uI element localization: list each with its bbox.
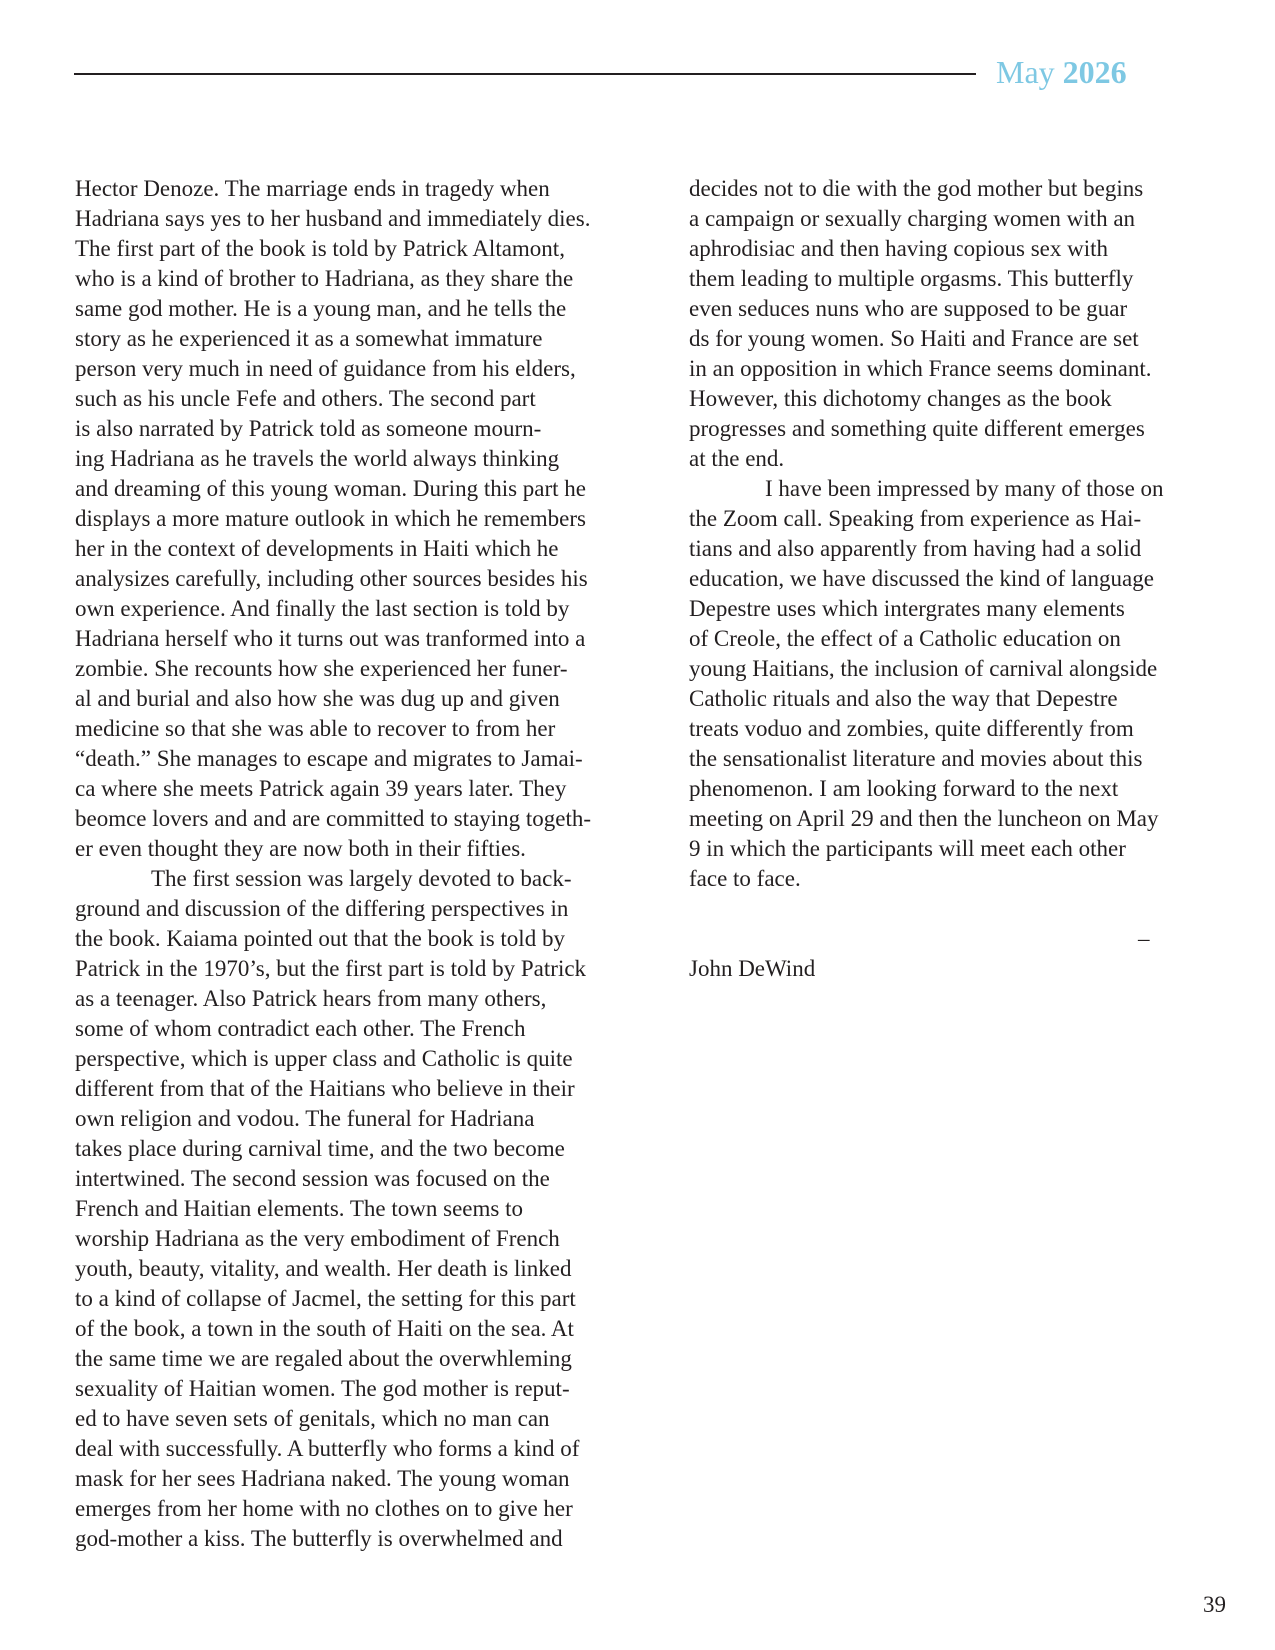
issue-month: May [996,54,1055,90]
header-rule [74,73,976,75]
text-line: perspective, which is upper class and Catholic is quite [75,1046,573,1071]
text-line: treats voduo and zombies, quite differently from [689,716,1134,741]
text-line: French and Haitian elements. The town seems to [75,1196,523,1221]
text-line: own experience. And finally the last section is told by [75,596,570,621]
text-line: takes place during carnival time, and the two become [75,1136,565,1161]
text-line: emerges from her home with no clothes on to give her [75,1496,573,1521]
text-line: worship Hadriana as the very embodiment of French [75,1226,560,1251]
text-line: the Zoom call. Speaking from experience as Hai- [689,506,1142,531]
text-line: mask for her sees Hadriana naked. The young woman [75,1466,570,1491]
text-line: tians and also apparently from having had a solid [689,536,1142,561]
text-line: the book. Kaiama pointed out that the book is told by [75,926,565,951]
text-line: such as his uncle Fefe and others. The second part [75,386,536,411]
text-line: and dreaming of this young woman. During this part he [75,476,587,501]
text-line: same god mother. He is a young man, and he tells the [75,296,567,321]
text-line: even seduces nuns who are supposed to be guar [689,296,1128,321]
text-line: face to face. [689,866,801,891]
text-line: of the book, a town in the south of Haiti on the sea. At [75,1316,574,1341]
text-line: “death.” She manages to escape and migrates to Jamai- [75,746,583,771]
text-line: The first part of the book is told by Patrick Altamont, [75,236,565,261]
signature-dash: – [1138,926,1150,951]
page-number: 39 [1203,1592,1226,1617]
text-line: to a kind of collapse of Jacmel, the setting for this part [75,1286,576,1311]
paragraph-start-line: I have been impressed by many of those on [765,476,1164,501]
text-line: god-mother a kiss. The butterfly is overwhelmed and [75,1526,563,1551]
text-line: Hadriana herself who it turns out was tranformed into a [75,626,586,651]
text-line: However, this dichotomy changes as the book [689,386,1112,411]
text-line: displays a more mature outlook in which he remembers [75,506,586,531]
text-line: aphrodisiac and then having copious sex with [689,236,1109,261]
text-line: zombie. She recounts how she experienced her funer- [75,656,568,681]
text-line: story as he experienced it as a somewhat immature [75,326,543,351]
text-line: a campaign or sexually charging women with an [689,206,1136,231]
text-line: Hector Denoze. The marriage ends in tragedy when [75,176,550,201]
left-column [75,174,665,1554]
paragraph-start-line: The first session was largely devoted to back- [151,866,572,891]
text-line: sexuality of Haitian women. The god mother is reput- [75,1376,570,1401]
text-line: phenomenon. I am looking forward to the next [689,776,1119,801]
right-column [689,174,1229,984]
text-line: at the end. [689,446,785,471]
text-line: 9 in which the participants will meet each other [689,836,1126,861]
text-line: her in the context of developments in Haiti which he [75,536,559,561]
text-line: al and burial and also how she was dug up and given [75,686,560,711]
text-line: decides not to die with the god mother but begins [689,176,1144,201]
text-line: meeting on April 29 and then the luncheon on May [689,806,1159,831]
text-line: the same time we are regaled about the overwhleming [75,1346,572,1371]
text-line: as a teenager. Also Patrick hears from many others, [75,986,547,1011]
text-line: some of whom contradict each other. The French [75,1016,526,1041]
text-line: who is a kind of brother to Hadriana, as they share the [75,266,574,291]
text-line: ing Hadriana as he travels the world always thinking [75,446,560,471]
issue-date [996,52,1127,92]
issue-year: 2026 [1062,54,1127,90]
text-line: beomce lovers and and are committed to staying togeth- [75,806,592,831]
text-line: the sensationalist literature and movies about this [689,746,1143,771]
text-line: Catholic rituals and also the way that Depestre [689,686,1118,711]
text-line: in an opposition in which France seems dominant. [689,356,1152,381]
text-line: Depestre uses which intergrates many elements [689,596,1125,621]
text-line: intertwined. The second session was focused on the [75,1166,550,1191]
text-line: education, we have discussed the kind of language [689,566,1154,591]
text-line: of Creole, the effect of a Catholic education on [689,626,1121,651]
spacer [689,894,1229,924]
text-line: Hadriana says yes to her husband and immediately dies. [75,206,591,231]
text-line: ed to have seven sets of genitals, which no man can [75,1406,550,1431]
text-line: deal with successfully. A butterfly who forms a kind of [75,1436,580,1461]
text-line: different from that of the Haitians who believe in their [75,1076,575,1101]
author-signature: John DeWind [689,956,816,981]
text-line: young Haitians, the inclusion of carnival alongside [689,656,1158,681]
text-line: ca where she meets Patrick again 39 years later. They [75,776,567,801]
text-line: medicine so that she was able to recover to from her [75,716,556,741]
text-line: er even thought they are now both in their fifties. [75,836,526,861]
text-line: Patrick in the 1970’s, but the first part is told by Patrick [75,956,587,981]
text-line: own religion and vodou. The funeral for Hadriana [75,1106,535,1131]
text-line: progresses and something quite different emerges [689,416,1145,441]
text-line: ds for young women. So Haiti and France are set [689,326,1139,351]
text-line: analysizes carefully, including other sources besides his [75,566,588,591]
text-line: person very much in need of guidance from his elders, [75,356,576,381]
text-line: is also narrated by Patrick told as someone mourn- [75,416,542,441]
text-line: ground and discussion of the differing perspectives in [75,896,569,921]
text-line: them leading to multiple orgasms. This butterfly [689,266,1134,291]
text-line: youth, beauty, vitality, and wealth. Her death is linked [75,1256,572,1281]
